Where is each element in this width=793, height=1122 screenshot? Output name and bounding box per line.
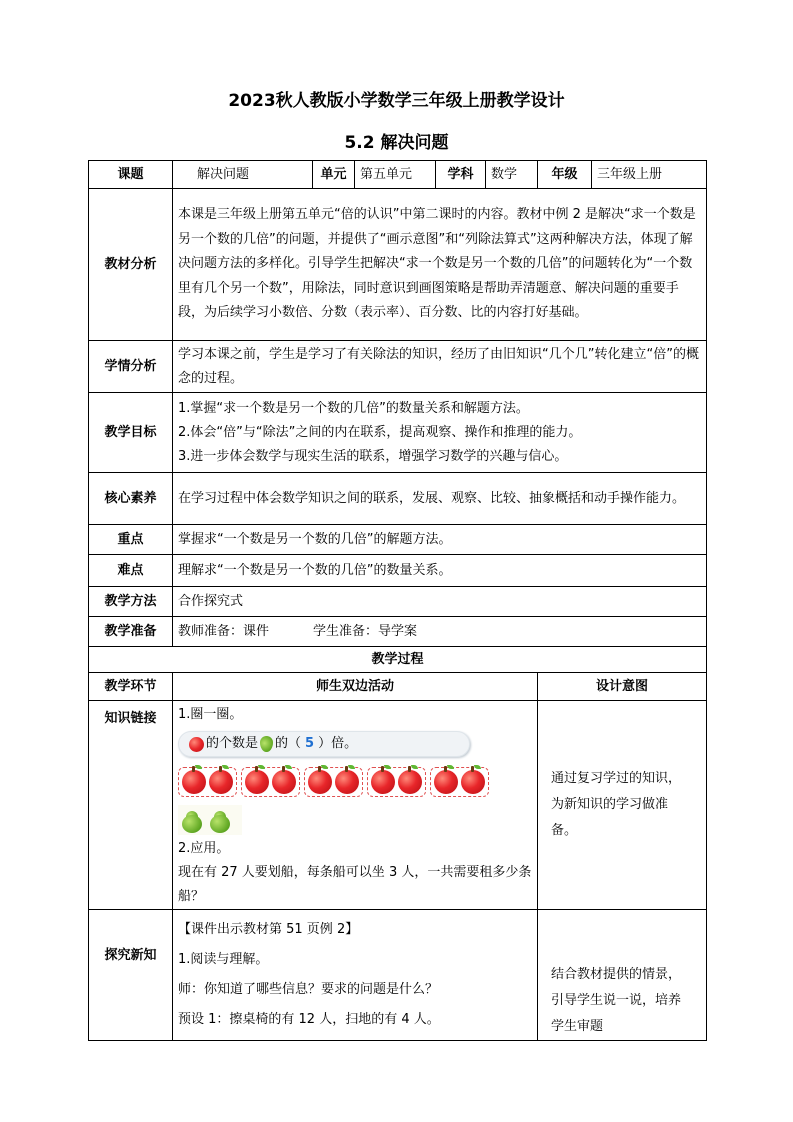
activity-line: 预设 1：擦桌椅的有 12 人，扫地的有 4 人。 [178, 1012, 440, 1027]
prep-row [89, 617, 707, 647]
apple-group [430, 767, 489, 797]
prep-label: 教学准备 [89, 617, 173, 647]
student-prep: 学生准备：导学案 [313, 623, 418, 639]
activity-line: 师：你知道了哪些信息？要求的问题是什么？ [178, 982, 439, 997]
subject-label: 学科 [436, 161, 486, 189]
process-title: 教学过程 [89, 647, 707, 673]
process-row-explore [89, 910, 707, 1041]
prep-text [173, 617, 707, 647]
goals-list [173, 393, 707, 473]
student-analysis-label: 学情分析 [89, 341, 173, 393]
apple-icon [371, 770, 395, 794]
teacher-prep: 教师准备：课件 [178, 623, 270, 639]
apple-icon [398, 770, 422, 794]
col-intent-header: 设计意图 [538, 673, 707, 701]
literacy-label: 核心素养 [89, 473, 173, 525]
goals-row [89, 393, 707, 473]
process-header-row [89, 673, 707, 701]
intent-text: 通过复习学过的知识，为新知识的学习做准备。 [551, 771, 682, 838]
pear-icon [182, 807, 202, 833]
difficulty-text: 理解求“一个数是另一个数的几倍”的数量关系。 [173, 555, 707, 587]
apple-icon [461, 770, 485, 794]
process-title-row [89, 647, 707, 673]
literacy-text: 在学习过程中体会数学知识之间的联系，发展、观察、比较、抽象概括和动手操作能力。 [173, 473, 707, 525]
topic-label: 课题 [89, 161, 173, 189]
info-row [89, 161, 707, 189]
difficulty-row [89, 555, 707, 587]
apple-icon [308, 770, 332, 794]
pear-row [178, 805, 242, 835]
textbook-analysis-text: 本课是三年级上册第五单元“倍的认识”中第二课时的内容。教材中例 2 是解决“求一个数是另一个数的几倍”的问题，并提供了“画示意图”和“列除法算式”这两种解决方法，体现了解决问题方法的多样化。引导学生把解决“求一个数是另一个数的几倍”的问题转化为“一个数里有几个另一个数”，用除法，同时意识到画图策略是帮助弄清题意、解决问题的重要手段，为后续学习小数倍、分数（表示率）、百分数、比的内容打好基础。 [173, 189, 707, 341]
key-point-text: 掌握求“一个数是另一个数的几倍”的解题方法。 [173, 525, 707, 555]
apple-icon [209, 770, 233, 794]
activity-line: 【课件出示教材第 51 页例 2】 [178, 922, 359, 937]
literacy-row [89, 473, 707, 525]
key-point-label: 重点 [89, 525, 173, 555]
method-label: 教学方法 [89, 587, 173, 617]
apple-icon [182, 770, 206, 794]
circle-apples-illustration [178, 731, 478, 835]
process-row-knowledge [89, 701, 707, 910]
grade-value: 三年级上册 [592, 161, 707, 189]
goal-item: 2.体会“倍”与“除法”之间的内在联系，提高观察、操作和推理的能力。 [178, 424, 582, 440]
apple-icon [434, 770, 458, 794]
apple-group [304, 767, 363, 797]
unit-label: 单元 [313, 161, 355, 189]
apple-icon [245, 770, 269, 794]
activity-cell [173, 701, 538, 910]
apple-icon [272, 770, 296, 794]
pear-icon [210, 807, 230, 833]
stage-label: 探究新知 [89, 910, 173, 1041]
grade-label: 年级 [538, 161, 592, 189]
apple-groups [178, 767, 478, 797]
unit-value: 第五单元 [355, 161, 436, 189]
stage-label: 知识链接 [89, 701, 173, 910]
lesson-title: 5.2 解决问题 [344, 133, 449, 153]
key-point-row [89, 525, 707, 555]
answer-number: 5 [305, 736, 315, 751]
subject-value: 数学 [486, 161, 538, 189]
student-analysis-text: 学习本课之前，学生是学习了有关除法的知识，经历了由旧知识“几个几”转化建立“倍”的概念的过程。 [173, 341, 707, 393]
activity-text: 现在有 27 人要划船，每条船可以坐 3 人，一共需要租多少条船？ [178, 865, 532, 904]
illustration-caption: 的个数是 的（ 5 ）倍。 [178, 731, 470, 757]
col-activity-header: 师生双边活动 [173, 673, 538, 701]
pear-icon [260, 736, 273, 752]
apple-group [178, 767, 237, 797]
textbook-analysis-row [89, 189, 707, 341]
goal-item: 3.进一步体会数学与现实生活的联系，增强学习数学的兴趣与信心。 [178, 448, 568, 464]
goals-label: 教学目标 [89, 393, 173, 473]
activity-item: 2.应用。 [178, 841, 230, 856]
intent-cell [538, 910, 707, 1041]
method-text: 合作探究式 [173, 587, 707, 617]
lesson-plan-table [88, 160, 707, 1041]
intent-text: 结合教材提供的情景，引导学生说一说，培养学生审题 [551, 967, 682, 1034]
col-stage-header: 教学环节 [89, 673, 173, 701]
apple-group [367, 767, 426, 797]
document-title: 2023秋人教版小学数学三年级上册教学设计 [228, 91, 565, 111]
difficulty-label: 难点 [89, 555, 173, 587]
intent-cell [538, 701, 707, 910]
activity-cell [173, 910, 538, 1041]
apple-group [241, 767, 300, 797]
topic-value: 解决问题 [173, 161, 313, 189]
student-analysis-row [89, 341, 707, 393]
apple-icon [335, 770, 359, 794]
goal-item: 1.掌握“求一个数是另一个数的几倍”的数量关系和解题方法。 [178, 400, 529, 416]
textbook-analysis-label: 教材分析 [89, 189, 173, 341]
method-row [89, 587, 707, 617]
apple-icon [189, 737, 204, 752]
activity-item: 1.圈一圈。 [178, 707, 243, 722]
activity-line: 1.阅读与理解。 [178, 952, 269, 967]
